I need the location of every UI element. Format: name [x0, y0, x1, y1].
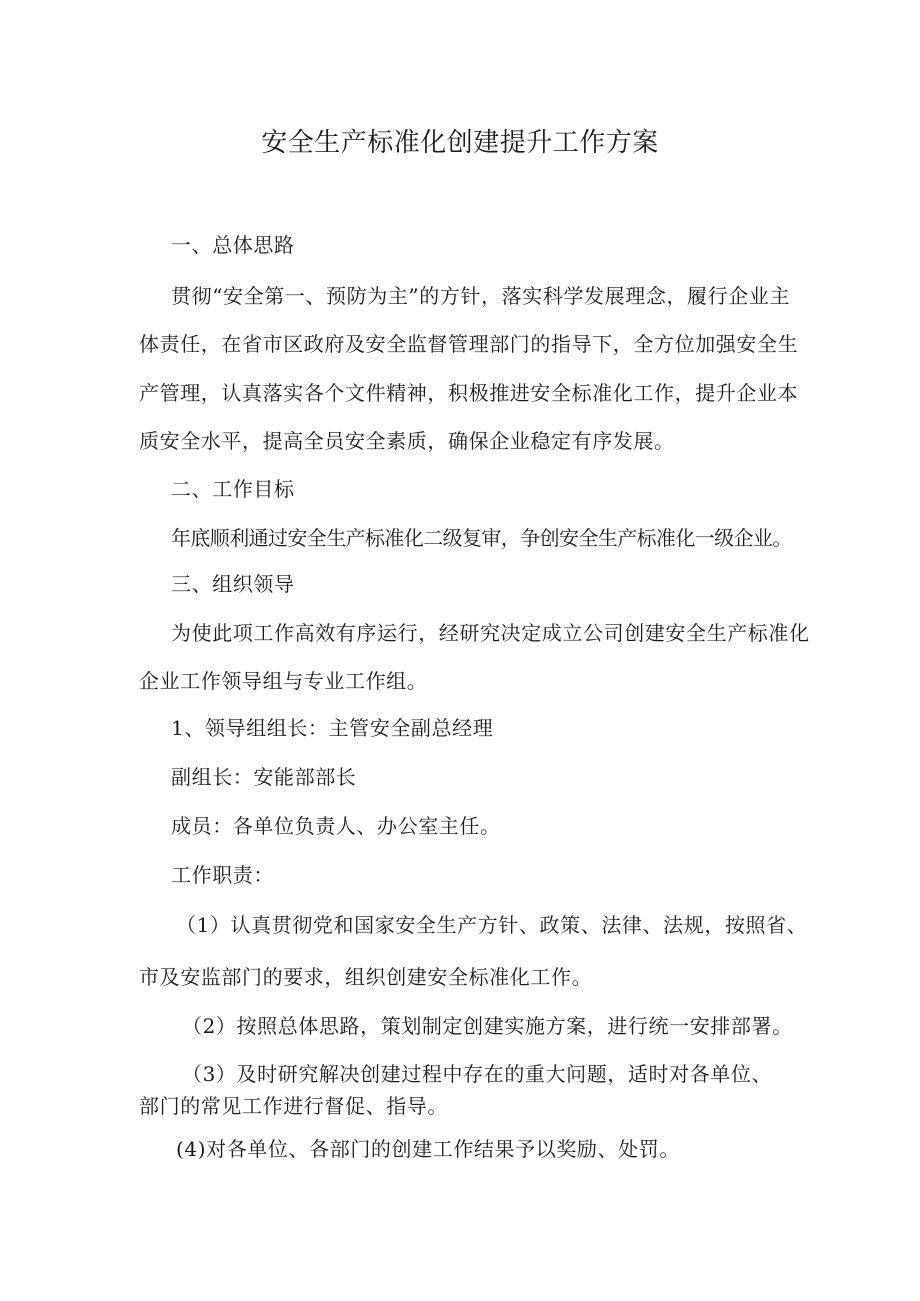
section-heading-3: 三、组织领导 [171, 572, 295, 596]
duty-item-2: （2）按照总体思路，策划制定创建实施方案，进行统一安排部署。 [182, 1014, 793, 1038]
duty-item-1: （1）认真贯彻党和国家安全生产方针、政策、法律、法规，按照省、 [176, 913, 808, 937]
duty-item-1-cont: 市及安监部门的要求，组织创建安全标准化工作。 [139, 965, 593, 989]
paragraph-line: 为使此项工作高效有序运行，经研究决定成立公司创建安全生产标准化 [171, 621, 810, 645]
duties-heading: 工作职责： [171, 863, 274, 887]
members-line: 成员：各单位负责人、办公室主任。 [171, 814, 501, 838]
section-heading-1: 一、总体思路 [171, 233, 295, 257]
duty-item-3: （3）及时研究解决创建过程中存在的重大问题，适时对各单位、 [182, 1062, 773, 1086]
deputy-line: 副组长：安能部部长 [171, 765, 357, 789]
leader-line: 1、领导组组长：主管安全副总经理 [171, 716, 494, 740]
paragraph-line: 企业工作领导组与专业工作组。 [139, 669, 428, 693]
paragraph-line: 质安全水平，提高全员安全素质，确保企业稳定有序发展。 [139, 429, 675, 453]
duty-item-3-cont: 部门的常见工作进行督促、指导。 [139, 1094, 448, 1118]
paragraph-line: 体责任，在省市区政府及安全监督管理部门的指导下，全方位加强安全生 [139, 332, 799, 356]
paragraph-line: 贯彻“安全第一、预防为主”的方针，落实科学发展理念，履行企业主 [171, 284, 791, 308]
paragraph-line: 年底顺利通过安全生产标准化二级复审，争创安全生产标准化一级企业。 [171, 526, 792, 550]
section-heading-2: 二、工作目标 [171, 477, 295, 501]
document-title: 安全生产标准化创建提升工作方案 [261, 128, 659, 158]
paragraph-line: 产管理，认真落实各个文件精神，积极推进安全标准化工作，提升企业本 [139, 381, 799, 405]
duty-item-4: (4)对各单位、各部门的创建工作结果予以奖励、处罚。 [176, 1137, 680, 1161]
